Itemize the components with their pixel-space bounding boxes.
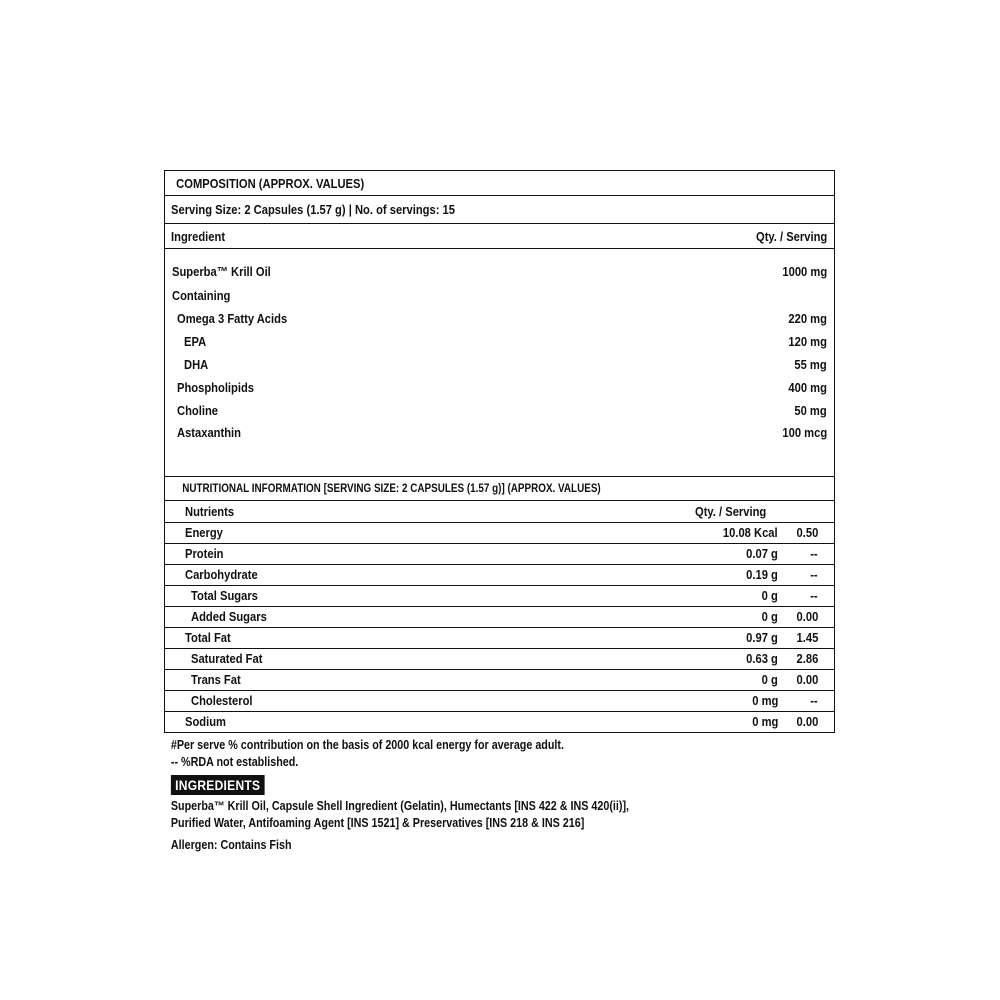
nutrient-name: Total Fat xyxy=(185,630,231,645)
nutrient-name: Total Sugars xyxy=(191,588,258,603)
serving-info: Serving Size: 2 Capsules (1.57 g) | No. of servings: 15 xyxy=(165,196,834,224)
nutrient-qty: 0 g xyxy=(761,672,778,687)
nutrient-name: Saturated Fat xyxy=(191,651,263,666)
nutrient-name: Trans Fat xyxy=(191,672,241,687)
table-row xyxy=(165,543,834,564)
header-nutrients: Nutrients xyxy=(185,503,235,519)
list-item: Omega 3 Fatty Acids 220 mg xyxy=(177,310,828,326)
nutrient-pct: 0.00 xyxy=(796,672,818,687)
table-row xyxy=(165,501,834,522)
nutrient-pct: 0.00 xyxy=(796,714,818,730)
allergen-text: Allergen: Contains Fish xyxy=(170,838,292,852)
footnotes: #Per serve % contribution on the basis of 2000 kcal energy for average adult. -- %RDA not established. INGREDIENTS Superba™ Krill Oil, Capsule Shell Ingredient (Gelatin), Humectants [INS 422 & INS 420(ii)], Purified Water, Antifoaming Agent [INS 1521] & Preservatives [INS 218 & INS 216] Allergen: Contains Fish xyxy=(164,737,835,854)
table-row xyxy=(165,585,834,606)
table-row xyxy=(165,648,834,669)
nutrient-qty: 0.63 g xyxy=(746,651,778,666)
table-row xyxy=(165,627,834,648)
table-row xyxy=(165,690,834,711)
ingredients-text: Superba™ Krill Oil, Capsule Shell Ingredient (Gelatin), Humectants [INS 422 & INS 420(ii)], Purified Water, Antifoaming Agent [INS 1521] & Preservatives [INS 218 & INS 216] xyxy=(170,799,630,830)
nutrition-title: NUTRITIONAL INFORMATION [SERVING SIZE: 2 CAPSULES (1.57 g)] (APPROX. VALUES) xyxy=(165,477,834,501)
nutrient-qty: 0 mg xyxy=(751,714,778,730)
nutrient-name: Cholesterol xyxy=(191,693,253,708)
composition-header xyxy=(165,224,834,249)
nutrition-table xyxy=(165,501,834,732)
table-row xyxy=(165,669,834,690)
nutrient-pct: -- xyxy=(810,588,818,603)
table-row xyxy=(165,606,834,627)
composition-title: COMPOSITION (APPROX. VALUES) xyxy=(165,171,834,196)
nutrient-qty: 0.97 g xyxy=(746,630,778,645)
nutrient-qty: 10.08 Kcal xyxy=(723,525,778,540)
header-qty-serving: Qty. / Serving xyxy=(695,503,767,519)
nutrient-pct: -- xyxy=(810,567,818,582)
label-box xyxy=(164,170,835,733)
table-row xyxy=(165,522,834,543)
composition-list xyxy=(165,249,834,477)
nutrient-name: Protein xyxy=(185,546,224,561)
header-qty: Qty. / Serving xyxy=(755,229,828,244)
list-item: DHA 55 mg xyxy=(184,356,828,372)
nutrient-pct: 1.45 xyxy=(796,630,818,645)
nutrient-name: Sodium xyxy=(185,714,226,730)
nutrient-qty: 0 mg xyxy=(751,693,778,708)
nutrient-name: Energy xyxy=(185,525,223,540)
list-item: Choline 50 mg xyxy=(177,402,828,418)
ingredients-badge: INGREDIENTS xyxy=(171,775,265,795)
table-row xyxy=(165,564,834,585)
list-item: Astaxanthin 100 mcg xyxy=(177,424,828,440)
nutrient-qty: 0 g xyxy=(761,588,778,603)
nutrient-pct: 2.86 xyxy=(796,651,818,666)
nutrient-qty: 0.07 g xyxy=(746,546,778,561)
nutrient-qty: 0 g xyxy=(761,609,778,624)
nutrient-name: Carbohydrate xyxy=(185,567,258,582)
nutrition-label xyxy=(164,170,835,854)
list-item: Superba™ Krill Oil 1000 mg xyxy=(172,263,828,279)
list-item: Phospholipids 400 mg xyxy=(177,379,828,395)
nutrient-qty: 0.19 g xyxy=(746,567,778,582)
nutrient-pct: -- xyxy=(810,693,818,708)
nutrient-name: Added Sugars xyxy=(191,609,267,624)
header-ingredient: Ingredient xyxy=(171,229,226,244)
table-row xyxy=(165,711,834,732)
nutrient-pct: 0.50 xyxy=(796,525,818,540)
nutrient-pct: 0.00 xyxy=(796,609,818,624)
list-item: EPA 120 mg xyxy=(184,333,828,349)
list-item: Containing xyxy=(172,287,231,303)
nutrient-pct: -- xyxy=(810,546,818,561)
